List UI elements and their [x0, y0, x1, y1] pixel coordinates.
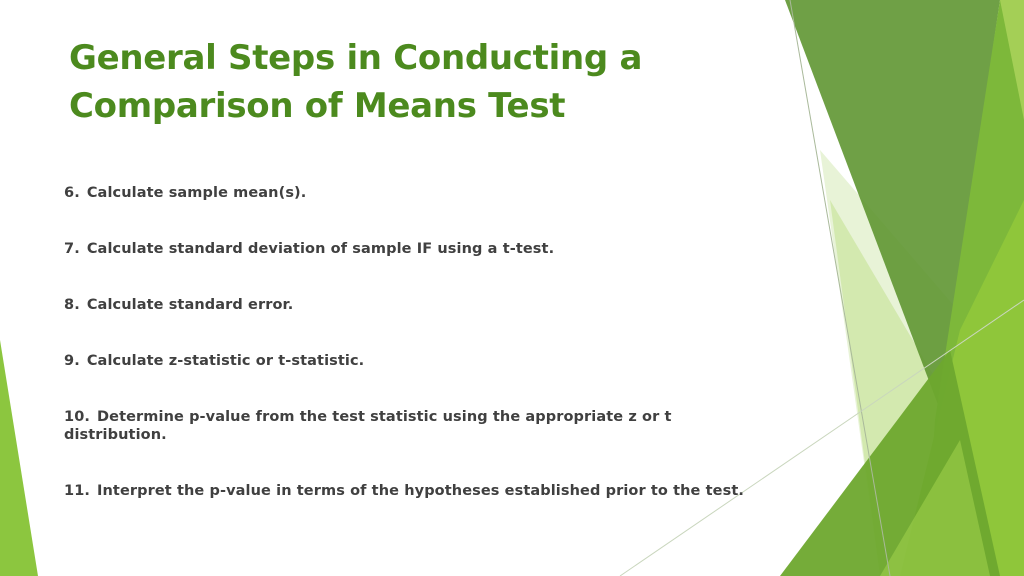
step-text: Calculate standard error.	[86, 297, 294, 313]
step-number: 11.	[64, 483, 90, 499]
step-number: 10.	[64, 409, 90, 425]
step-number: 9.	[64, 353, 80, 369]
step-item	[64, 408, 704, 444]
step-item	[64, 184, 784, 202]
step-text: Determine p-value from the test statistic using the appropriate z or t distribution.	[64, 409, 672, 443]
step-item	[64, 352, 784, 370]
step-number: 6.	[64, 185, 80, 201]
step-text: Calculate standard deviation of sample IF using a t-test.	[86, 241, 555, 257]
step-number: 7.	[64, 241, 80, 257]
step-text: Calculate sample mean(s).	[86, 185, 307, 201]
slide-title	[69, 34, 769, 130]
step-item	[64, 482, 784, 500]
title-line-2: Comparison of Means Test	[69, 86, 566, 126]
left-green-sliver	[0, 340, 38, 576]
step-text: Interpret the p-value in terms of the hypotheses established prior to the test.	[97, 483, 744, 499]
step-number: 8.	[64, 297, 80, 313]
title-line-1: General Steps in Conducting a	[69, 38, 643, 78]
step-text: Calculate z-statistic or t-statistic.	[86, 353, 365, 369]
step-item	[64, 296, 784, 314]
step-item	[64, 240, 784, 258]
